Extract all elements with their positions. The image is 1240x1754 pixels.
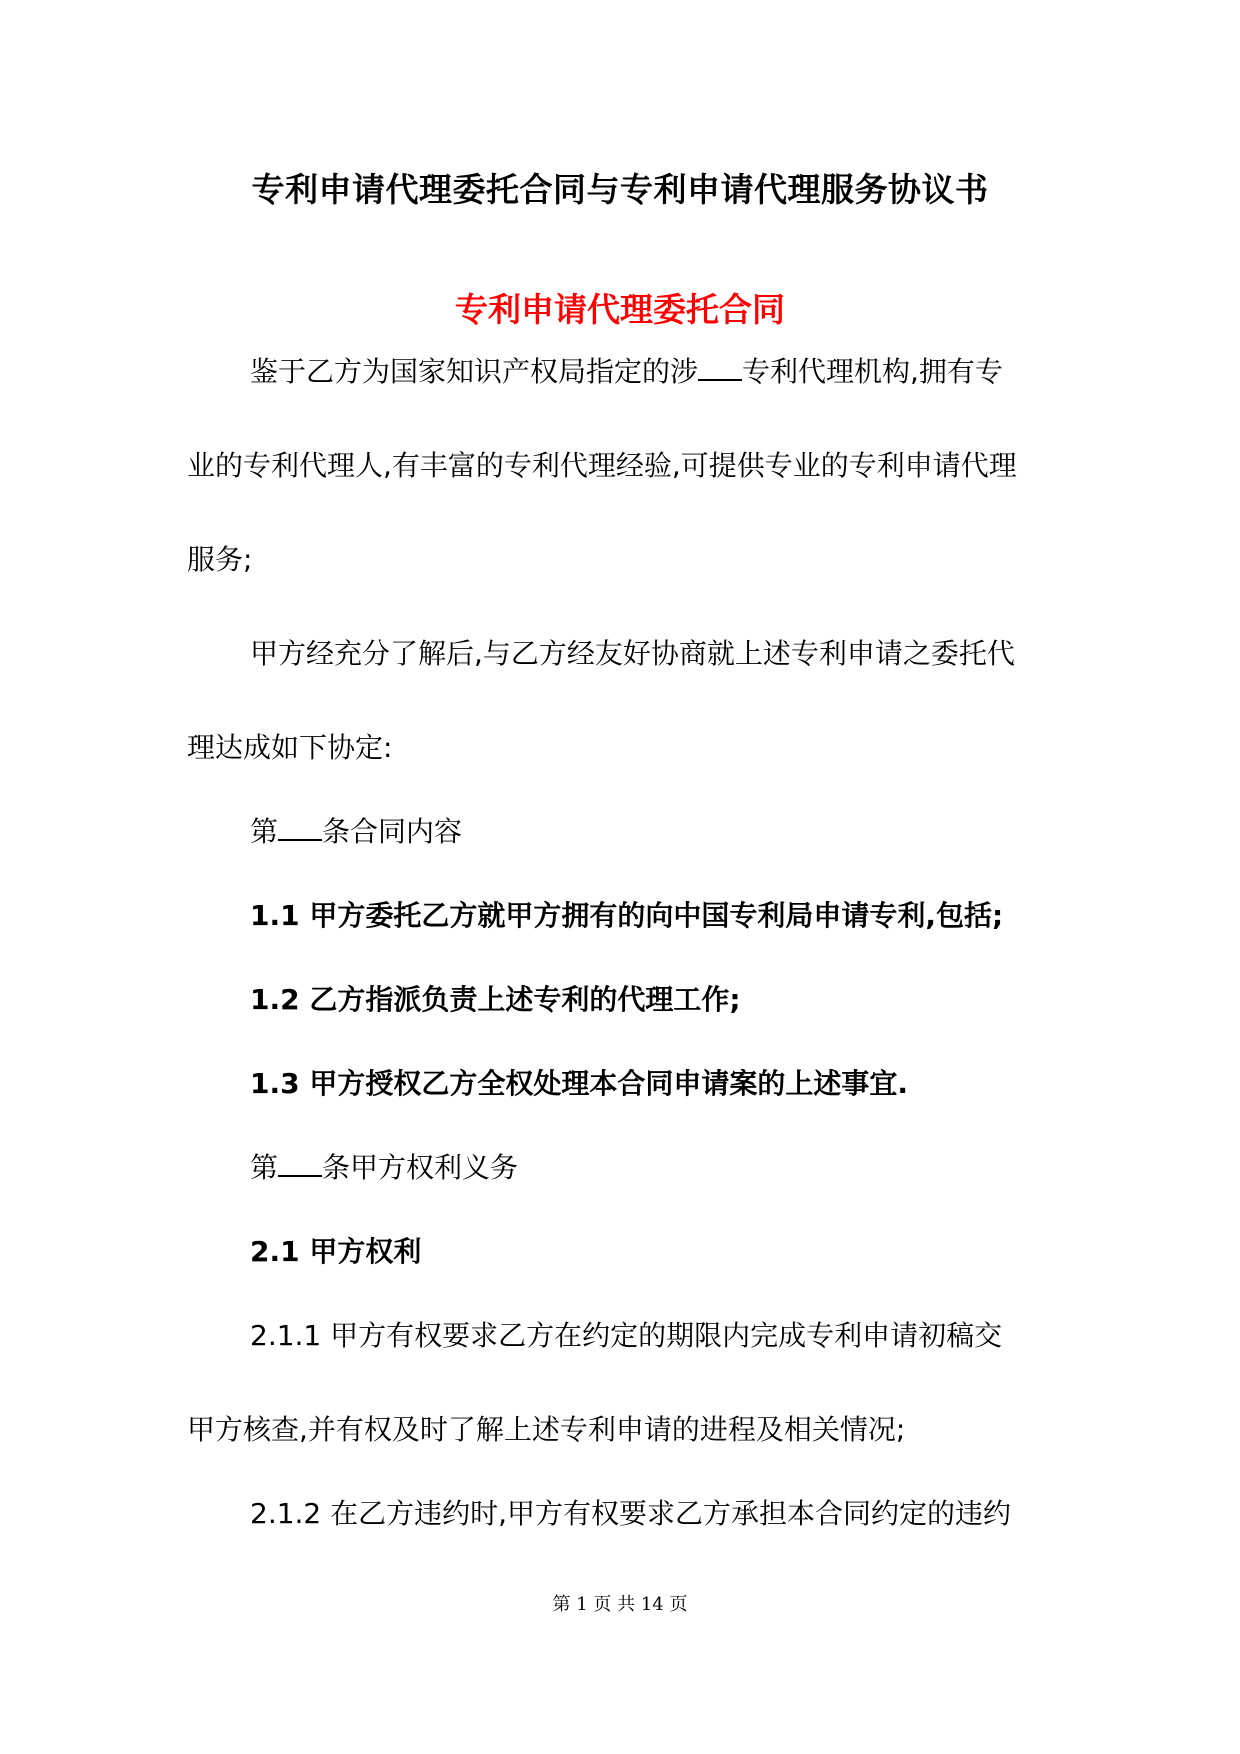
clause-item: 1.3 甲方授权乙方全权处理本合同申请案的上述事宜. xyxy=(250,1067,908,1100)
fill-in-blank xyxy=(278,838,322,841)
article-prefix: 第 xyxy=(250,815,279,848)
paragraph-line: 服务; xyxy=(187,543,253,576)
clause-item: 2.1 甲方权利 xyxy=(250,1235,422,1268)
paragraph-line: 理达成如下协定: xyxy=(187,731,393,764)
paragraph-line: 甲方经充分了解后,与乙方经友好协商就上述专利申请之委托代 xyxy=(250,637,1015,670)
article-heading xyxy=(250,1148,518,1188)
paragraph-text: 鉴于乙方为国家知识产权局指定的涉 xyxy=(250,355,699,388)
page-number: 第 1 页 共 14 页 xyxy=(552,1594,688,1615)
document-title: 专利申请代理委托合同与专利申请代理服务协议书 xyxy=(251,170,989,209)
article-prefix: 第 xyxy=(250,1151,279,1184)
contract-title: 专利申请代理委托合同 xyxy=(455,290,785,329)
paragraph-line: 业的专利代理人,有丰富的专利代理经验,可提供专业的专利申请代理 xyxy=(187,449,1017,482)
paragraph-line: 2.1.2 在乙方违约时,甲方有权要求乙方承担本合同约定的违约 xyxy=(250,1497,1012,1530)
article-label: 条甲方权利义务 xyxy=(322,1151,519,1184)
fill-in-blank xyxy=(278,1174,322,1177)
article-label: 条合同内容 xyxy=(322,815,463,848)
paragraph-line: 2.1.1 甲方有权要求乙方在约定的期限内完成专利申请初稿交 xyxy=(250,1319,1003,1352)
paragraph-line xyxy=(250,352,1003,392)
fill-in-blank xyxy=(698,378,742,381)
paragraph-line: 甲方核查,并有权及时了解上述专利申请的进程及相关情况; xyxy=(187,1413,906,1446)
clause-item: 1.2 乙方指派负责上述专利的代理工作; xyxy=(250,983,741,1016)
paragraph-text: 专利代理机构,拥有专 xyxy=(742,355,1003,388)
clause-item: 1.1 甲方委托乙方就甲方拥有的向中国专利局申请专利,包括; xyxy=(250,899,1004,932)
article-heading xyxy=(250,812,462,852)
